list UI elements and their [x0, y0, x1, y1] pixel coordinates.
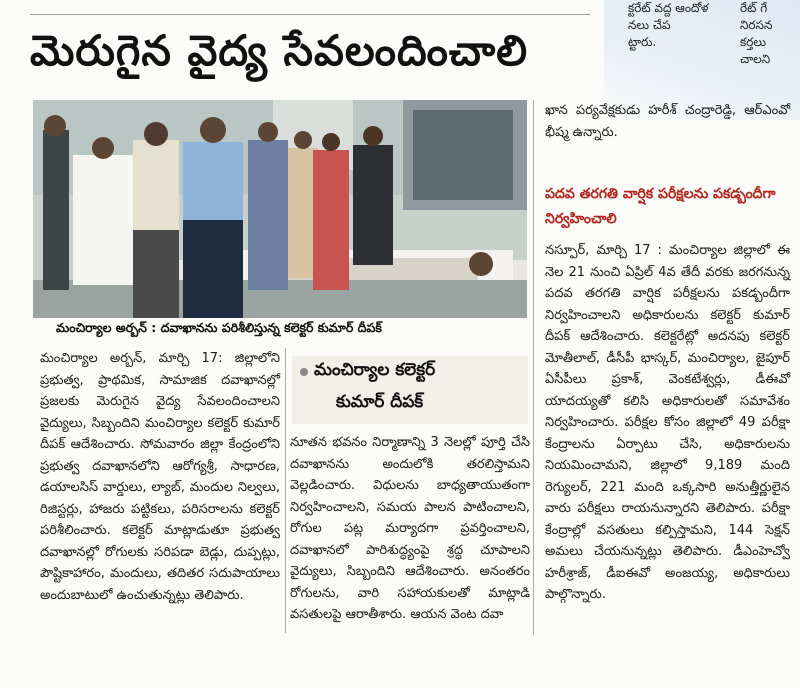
top-rule [30, 14, 590, 15]
article-paragraph: మంచిర్యాల అర్బన్, మార్చి 17: జిల్లాలోని ప్రభుత్వ, ప్రాథమిక, సామాజిక దవాఖానల్లో ప్రజలకు మెరుగైన వైద్య సేవలందించాలని వైద్యులు, సిబ్బందిని మంచిర్యాల కలెక్టర్ కుమార్ దీపక్ ఆదేశించారు. సోమవారం జిల్లా కేంద్రంలోని ప్రభుత్వ దవాఖానలోని ఆరోగ్యశ్రీ, సాధారణ, డయాలసిస్ వార్డులు, ల్యాబ్, మందుల నిల్వలు, రిజిస్టర్లు, హాజరు పట్టికలు, పరిసరాలను కలెక్టర్ పరిశీలించారు. కలెక్టర్ మాట్లాడుతూ ప్రభుత్వ దవాఖానల్లో రోగులకు సరిపడా బెడ్లు, దుప్పట్లు, పౌష్టికాహారం, మందులు, తదితర సదుపాయాలు అందుబాటులో ఉంచుతున్నట్లు తెలిపారు. [40, 351, 280, 603]
article-paragraph: నూతన భవనం నిర్మాణాన్ని 3 నెలల్లో పూర్తి చేసి దవాఖానను అందులోకి తరలిస్తామని వెల్లడించారు. విధులను బాధ్యతాయుతంగా నిర్వహించాలని, సమయ పాలన పాటించాలని, రోగుల పట్ల మర్యాదగా ప్రవర్తించాలని, దవాఖానలో పారిశుద్ధ్యంపై శ్రద్ధ చూపాలని వైద్యులు, సిబ్బందిని ఆదేశించారు. అనంతరం రోగులను, వారి సహాయకులతో మాట్లాడి వసతులపై ఆరాతీశారు. ఆయన వెంట దవా [290, 435, 530, 622]
photo-caption: మంచిర్యాల అర్బన్ : దవాఖానను పరిశీలిస్తున్న కలెక్టర్ కుమార్ దీపక్ [56, 320, 382, 335]
pull-quote-box [292, 356, 528, 424]
news-photo [33, 100, 527, 318]
bullet-icon [300, 368, 308, 376]
article-column-3-top [545, 100, 790, 143]
pull-quote-line-1: మంచిర్యాల కలెక్టర్ [314, 360, 436, 380]
article-paragraph: ఖాన పర్యవేక్షకుడు హరీశ్ చంద్రారెడ్డి, ఆర్ఎంవో భీష్మ ఉన్నారు. [545, 103, 790, 140]
adjacent-article-fragment-b: రేట్ గే నిరసన కర్తలు చాలని [740, 1, 773, 66]
sub-article-headline: పదవ తరగతి వార్షిక పరీక్షలను పకడ్బందీగా నిర్వహించాలి [545, 186, 776, 227]
article-column-1 [40, 348, 280, 606]
adjacent-article-fragment-a: క్టరేట్ వద్ద ఆందోళ నలు చేప ట్టారు. [628, 1, 709, 49]
column-divider [533, 100, 534, 635]
article-headline: మెరుగైన వైద్య సేవలందించాలి [30, 26, 529, 75]
article-column-2 [290, 432, 530, 626]
article-paragraph: నస్పూర్, మార్చి 17 : మంచిర్యాల జిల్లాలో ఈ నెల 21 నుంచి ఏప్రిల్ 4వ తేదీ వరకు జరగనున్న పదవ తరగతి వార్షిక పరీక్షలను పకడ్బందీగా నిర్వహించాలని అధికారులను కలెక్టర్ కుమార్ దీపక్ ఆదేశించారు. కలెక్టరేట్లో అదనపు కలెక్టర్ మోతీలాల్, డీసీపీ భాస్కర్, మంచిర్యాల, జైపూర్ ఏసీపీలు ప్రకాశ్, వెంకటేశ్వర్లు, డీఈవో యాదయ్యతో కలిసి అధికారులతో సమావేశం నిర్వహించారు. పరీక్షల కోసం జిల్లాలో 49 పరీక్షా కేంద్రాలను ఏర్పాటు చేసి, అధికారులను నియమించామని, జిల్లాలో 9,189 మంది రెగ్యులర్, 221 మంది ఒక్కసారి అనుత్తీర్ణులైన వారు పరీక్షలు రాయనున్నారని తెలిపారు. పరీక్షా కేంద్రాల్లో వసతులు కల్పిస్తామని, 144 సెక్షన్ అమలు చేయనున్నట్లు తెలిపారు. డీఎంహెచ్వో హరీశ్రాజ్, డీఐఈవో అంజయ్య, అధికారులు పాల్గొన్నారు. [545, 243, 790, 602]
pull-quote-line-2: కుమార్ దీపక్ [336, 392, 424, 412]
article-column-3-body [545, 240, 790, 606]
column-divider [285, 348, 286, 633]
hospital-ward-illustration [33, 100, 527, 318]
